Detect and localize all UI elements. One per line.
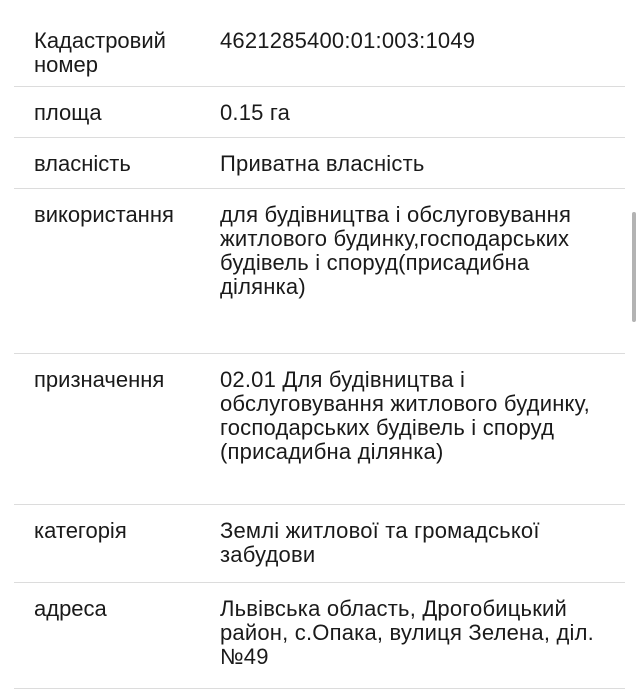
row-value: Землі житлової та громадської забудови: [220, 518, 540, 567]
row-value: 02.01 Для будівництва і обслуговування житлового будинку, господарських будівель і споруд (присадибна ділянка): [220, 367, 590, 464]
row-value[interactable]: 4621285400:01:003:1049: [220, 28, 476, 53]
row-label: адреса: [34, 596, 107, 621]
table-row-category: [14, 505, 625, 583]
table-row-ownership: [14, 138, 625, 189]
row-label: категорія: [34, 518, 127, 543]
table-row-address: [14, 583, 625, 689]
row-label: призначення: [34, 367, 165, 392]
scrollbar-thumb[interactable]: [632, 212, 636, 322]
row-value: Приватна власність: [220, 151, 425, 176]
row-label: використання: [34, 202, 174, 227]
row-label: власність: [34, 151, 131, 176]
table-row-purpose: [14, 354, 625, 505]
land-info-table: [14, 0, 625, 689]
row-label: площа: [34, 100, 102, 125]
row-value: 0.15 га: [220, 100, 291, 125]
table-row-area: [14, 87, 625, 138]
row-value: Львівська область, Дрогобицький район, с.Опака, вулиця Зелена, діл. №49: [220, 596, 594, 669]
row-label: Кадастровий номер: [34, 28, 166, 77]
table-row-usage: [14, 189, 625, 354]
row-value: для будівництва і обслуговування житлового будинку,господарських будівель і споруд(присадибна ділянка): [220, 202, 572, 299]
table-row-cadastral-number: [14, 0, 625, 87]
